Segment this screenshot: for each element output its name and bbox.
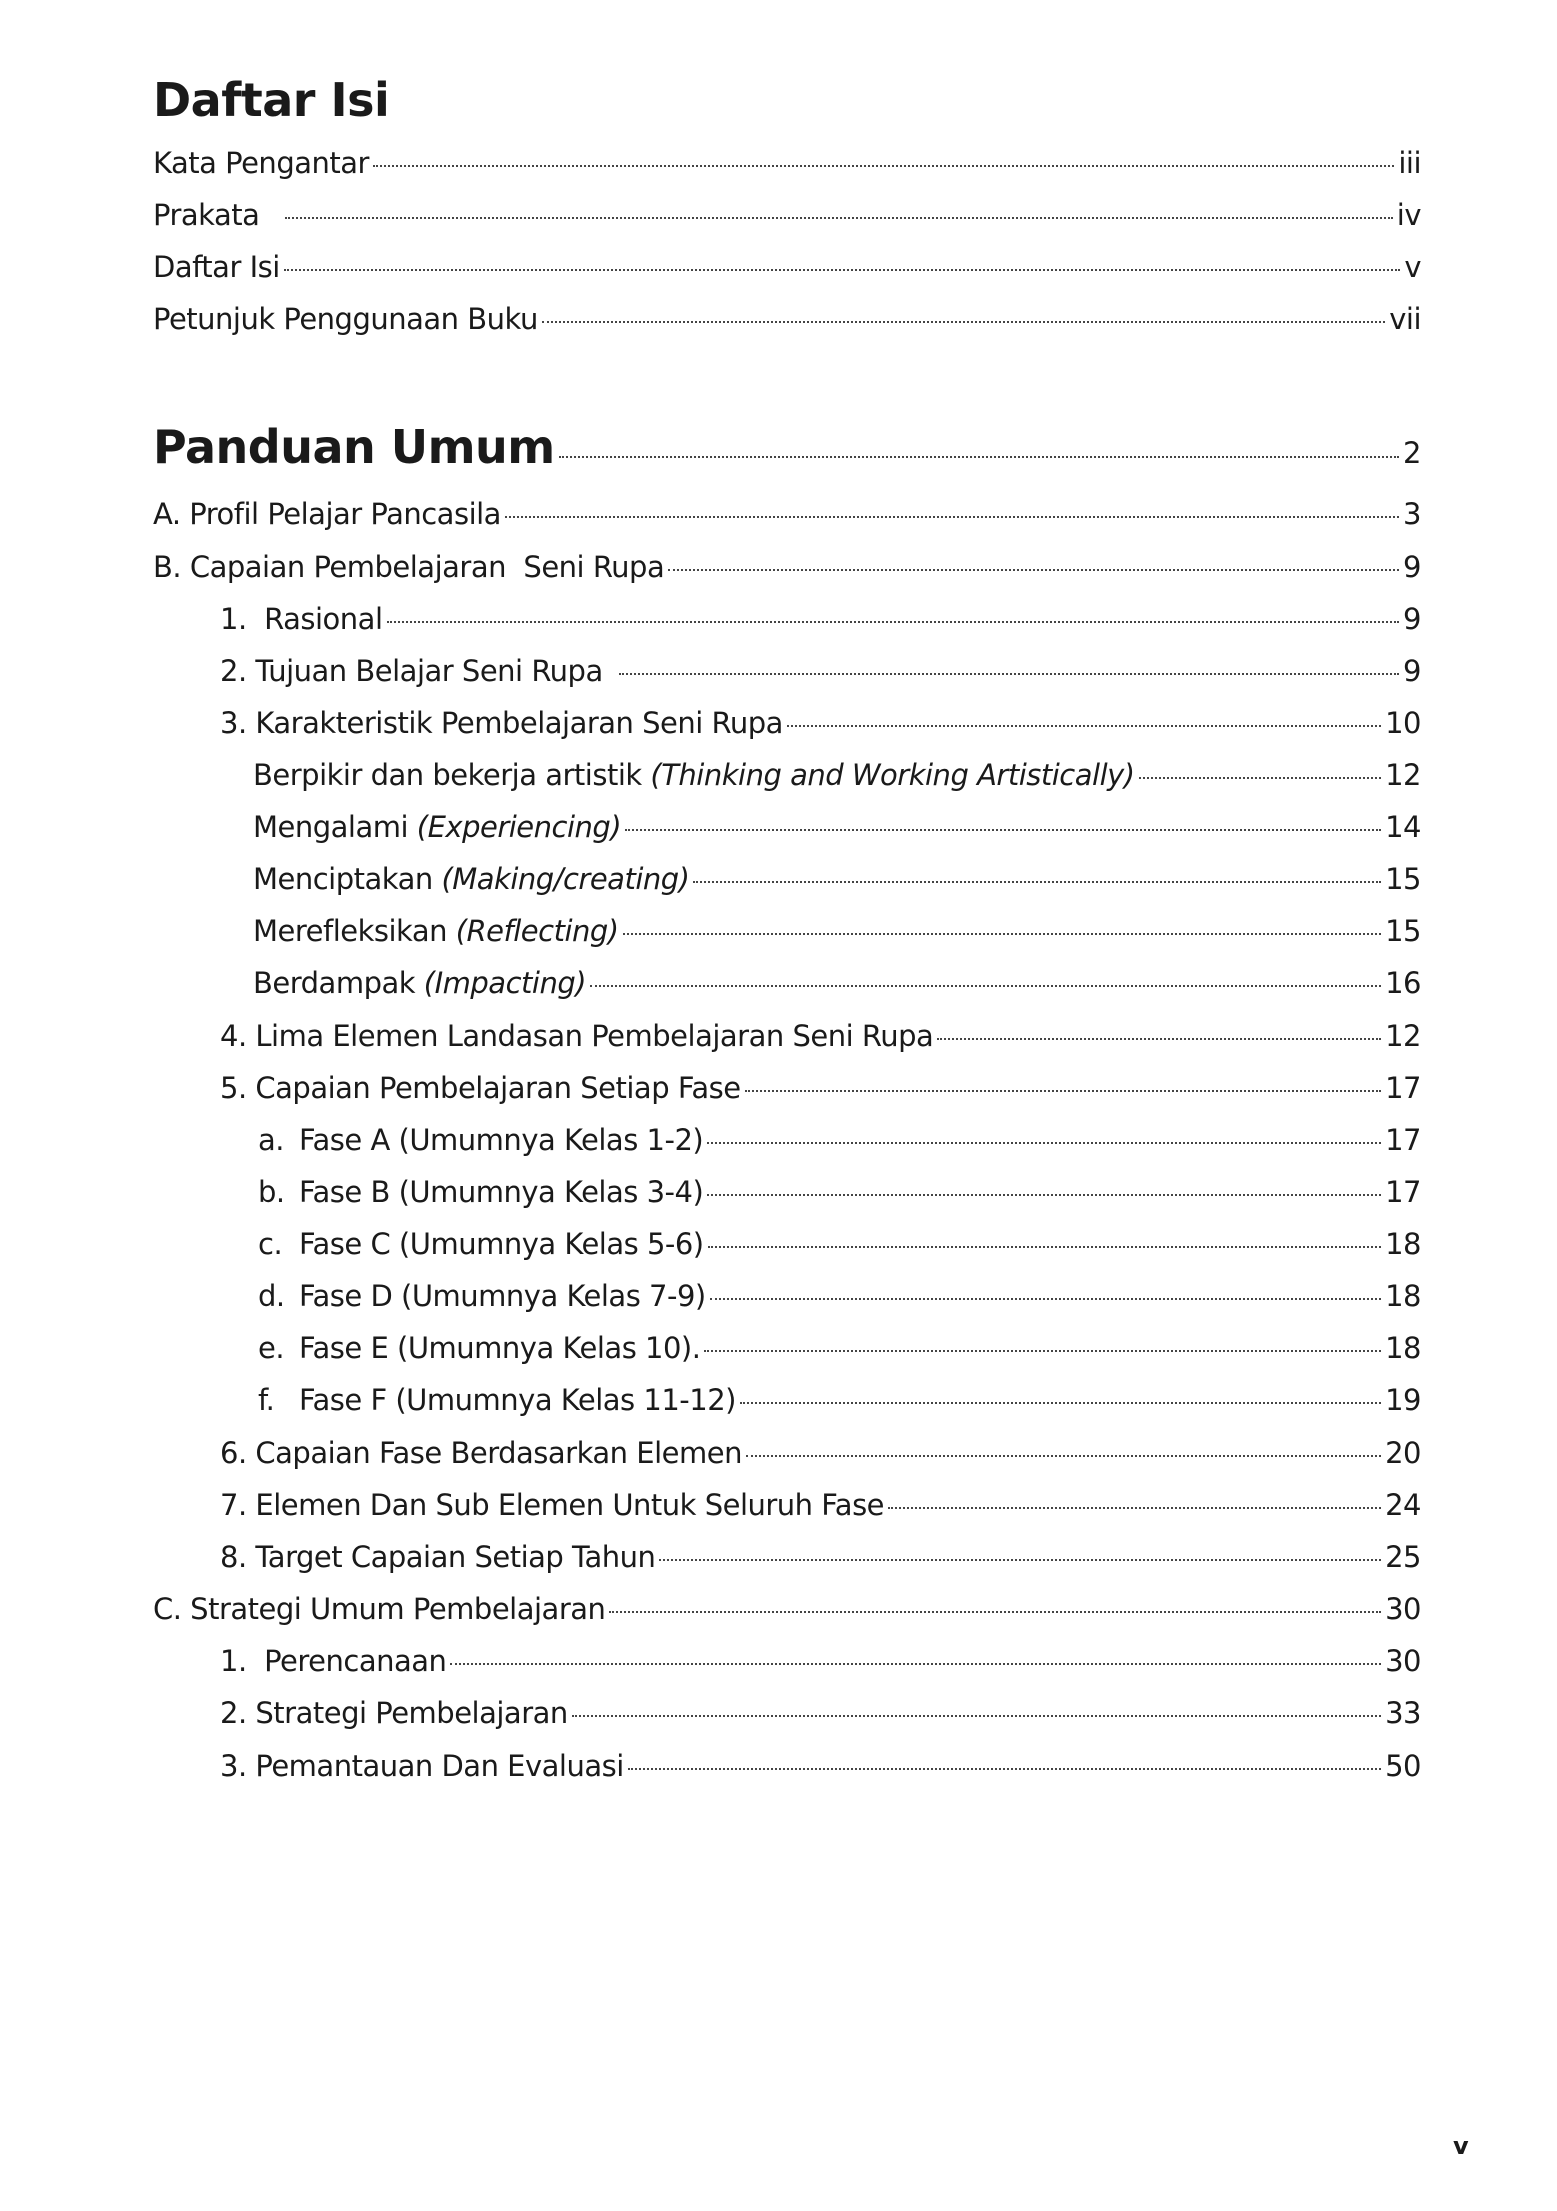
toc-dot-leader bbox=[937, 1038, 1381, 1040]
toc-entry-page: 2 bbox=[1403, 436, 1421, 470]
toc-dot-leader bbox=[628, 1768, 1381, 1770]
toc-entry-page: 12 bbox=[1385, 758, 1421, 792]
list-marker: f. bbox=[258, 1383, 275, 1417]
toc-entry-page: 25 bbox=[1385, 1540, 1421, 1574]
toc-entry-title bbox=[258, 1279, 706, 1313]
toc-entry-title bbox=[258, 1123, 703, 1157]
toc-entry-title-id: Berpikir dan bekerja artistik bbox=[253, 758, 651, 792]
toc-entry bbox=[253, 966, 1421, 1000]
list-marker: e. bbox=[258, 1331, 285, 1365]
toc-entry-page: 20 bbox=[1385, 1436, 1421, 1470]
toc-entry-title: 8. Target Capaian Setiap Tahun bbox=[220, 1540, 656, 1574]
toc-entry-title: Daftar Isi bbox=[153, 250, 280, 284]
toc-entry-page: 9 bbox=[1403, 654, 1421, 688]
toc-entry-page: 15 bbox=[1385, 862, 1421, 896]
toc-entry-title: 6. Capaian Fase Berdasarkan Elemen bbox=[220, 1436, 742, 1470]
page-number: v bbox=[1453, 2132, 1469, 2160]
toc-dot-leader bbox=[619, 673, 1399, 675]
toc-entry-title: 5. Capaian Pembelajaran Setiap Fase bbox=[220, 1071, 741, 1105]
toc-entry-title: Kata Pengantar bbox=[153, 146, 369, 180]
toc-dot-leader bbox=[745, 1090, 1382, 1092]
toc-entry-title-id: Merefleksikan bbox=[253, 914, 456, 948]
toc-entry-title: A. Profil Pelajar Pancasila bbox=[153, 497, 501, 531]
toc-dot-leader bbox=[542, 321, 1385, 323]
toc-entry-page: v bbox=[1404, 250, 1421, 284]
toc-heading: Daftar Isi bbox=[153, 73, 390, 127]
toc-entry bbox=[258, 1175, 1421, 1209]
toc-dot-leader bbox=[559, 456, 1399, 458]
toc-entry-page: 14 bbox=[1385, 810, 1421, 844]
toc-entry-title bbox=[258, 1383, 736, 1417]
toc-entry bbox=[153, 198, 1421, 232]
toc-entry bbox=[258, 1227, 1421, 1261]
toc-entry-title-en: (Impacting) bbox=[423, 966, 587, 1000]
toc-entry-page: 16 bbox=[1385, 966, 1421, 1000]
toc-entry bbox=[258, 1279, 1421, 1313]
toc-entry-title bbox=[253, 758, 1135, 792]
toc-entry-page: iii bbox=[1398, 146, 1421, 180]
toc-entry-title-text: Fase A (Umumnya Kelas 1-2) bbox=[299, 1123, 704, 1157]
toc-dot-leader bbox=[708, 1246, 1381, 1248]
toc-entry-page: 18 bbox=[1385, 1279, 1421, 1313]
toc-entry-title: 1. Perencanaan bbox=[220, 1644, 447, 1678]
list-marker: d. bbox=[258, 1279, 285, 1313]
toc-entry bbox=[258, 1123, 1421, 1157]
toc-entry-page: 10 bbox=[1385, 706, 1421, 740]
toc-dot-leader bbox=[707, 1142, 1381, 1144]
toc-entry bbox=[153, 497, 1421, 531]
toc-entry-title: C. Strategi Umum Pembelajaran bbox=[153, 1592, 606, 1626]
toc-dot-leader bbox=[787, 725, 1381, 727]
toc-entry-title: 7. Elemen Dan Sub Elemen Untuk Seluruh Fase bbox=[220, 1488, 885, 1522]
toc-dot-leader bbox=[572, 1715, 1381, 1717]
toc-entry-page: 30 bbox=[1385, 1644, 1421, 1678]
toc-entry-title: 2. Tujuan Belajar Seni Rupa bbox=[220, 654, 603, 688]
toc-dot-leader bbox=[659, 1559, 1381, 1561]
toc-entry bbox=[153, 1592, 1421, 1626]
toc-dot-leader bbox=[710, 1298, 1381, 1300]
toc-entry-page: 18 bbox=[1385, 1227, 1421, 1261]
toc-entry-title bbox=[253, 914, 619, 948]
toc-entry bbox=[153, 250, 1421, 284]
toc-dot-leader bbox=[285, 217, 1392, 219]
toc-entry bbox=[220, 1540, 1421, 1574]
toc-entry-page: 30 bbox=[1385, 1592, 1421, 1626]
toc-entry bbox=[253, 862, 1421, 896]
toc-entry-title-id: Menciptakan bbox=[253, 862, 442, 896]
toc-dot-leader bbox=[623, 933, 1381, 935]
toc-entry-title-text: Fase E (Umumnya Kelas 10). bbox=[299, 1331, 701, 1365]
section-title: Panduan Umum bbox=[153, 420, 555, 474]
toc-dot-leader bbox=[704, 1350, 1381, 1352]
toc-dot-leader bbox=[609, 1611, 1381, 1613]
toc-entry bbox=[220, 1488, 1421, 1522]
toc-entry-title: 3. Karakteristik Pembelajaran Seni Rupa bbox=[220, 706, 783, 740]
toc-dot-leader bbox=[505, 516, 1399, 518]
toc-entry-title-text: Fase F (Umumnya Kelas 11-12) bbox=[299, 1383, 736, 1417]
toc-entry-title-text: Fase C (Umumnya Kelas 5-6) bbox=[299, 1227, 704, 1261]
toc-entry-title bbox=[258, 1175, 703, 1209]
toc-entry bbox=[253, 810, 1421, 844]
toc-dot-leader bbox=[668, 569, 1399, 571]
toc-entry bbox=[220, 1436, 1421, 1470]
toc-entry-page: 33 bbox=[1385, 1696, 1421, 1730]
toc-entry-page: 19 bbox=[1385, 1383, 1421, 1417]
toc-entry bbox=[220, 602, 1421, 636]
toc-entry-title-id: Berdampak bbox=[253, 966, 424, 1000]
toc-entry bbox=[153, 550, 1421, 584]
toc-entry bbox=[220, 1749, 1421, 1783]
toc-entry bbox=[153, 146, 1421, 180]
toc-entry bbox=[220, 706, 1421, 740]
toc-entry-page: 50 bbox=[1385, 1749, 1421, 1783]
toc-entry bbox=[220, 1644, 1421, 1678]
toc-entry bbox=[258, 1331, 1421, 1365]
toc-entry bbox=[253, 758, 1421, 792]
toc-dot-leader bbox=[625, 829, 1381, 831]
toc-entry bbox=[253, 914, 1421, 948]
toc-entry-title: B. Capaian Pembelajaran Seni Rupa bbox=[153, 550, 665, 584]
toc-entry-title: 3. Pemantauan Dan Evaluasi bbox=[220, 1749, 624, 1783]
toc-dot-leader bbox=[888, 1507, 1381, 1509]
toc-entry-page: 18 bbox=[1385, 1331, 1421, 1365]
toc-entry-title-text: Fase B (Umumnya Kelas 3-4) bbox=[299, 1175, 704, 1209]
toc-section-heading bbox=[153, 420, 1421, 474]
toc-entry-page: vii bbox=[1389, 302, 1421, 336]
toc-entry-title-en: (Experiencing) bbox=[416, 810, 622, 844]
toc-dot-leader bbox=[387, 621, 1400, 623]
list-marker: a. bbox=[258, 1123, 284, 1157]
toc-entry-title-en: (Reflecting) bbox=[455, 914, 619, 948]
toc-dot-leader bbox=[740, 1402, 1381, 1404]
toc-entry bbox=[220, 1019, 1421, 1053]
toc-entry-page: 17 bbox=[1385, 1071, 1421, 1105]
toc-dot-leader bbox=[693, 881, 1381, 883]
toc-dot-leader bbox=[373, 165, 1394, 167]
toc-entry-title: Petunjuk Penggunaan Buku bbox=[153, 302, 538, 336]
toc-entry-page: 17 bbox=[1385, 1123, 1421, 1157]
toc-entry-page: 24 bbox=[1385, 1488, 1421, 1522]
toc-entry-title bbox=[253, 862, 689, 896]
toc-dot-leader bbox=[590, 985, 1381, 987]
toc-entry bbox=[220, 1071, 1421, 1105]
toc-entry bbox=[153, 302, 1421, 336]
toc-entry-title-en: (Making/creating) bbox=[441, 862, 690, 896]
toc-dot-leader bbox=[746, 1455, 1381, 1457]
toc-dot-leader bbox=[707, 1194, 1381, 1196]
toc-entry-title bbox=[253, 966, 586, 1000]
toc-entry-title-en: (Thinking and Working Artistically) bbox=[650, 758, 1135, 792]
toc-entry-page: iv bbox=[1396, 198, 1421, 232]
toc-entry bbox=[220, 1696, 1421, 1730]
toc-entry-title-id: Mengalami bbox=[253, 810, 417, 844]
toc-entry-page: 15 bbox=[1385, 914, 1421, 948]
toc-entry-title: Prakata bbox=[153, 198, 260, 232]
toc-entry bbox=[258, 1383, 1421, 1417]
toc-entry-page: 3 bbox=[1403, 497, 1421, 531]
toc-entry-title bbox=[258, 1331, 700, 1365]
toc-entry-page: 12 bbox=[1385, 1019, 1421, 1053]
toc-entry-title bbox=[253, 810, 621, 844]
toc-entry-page: 17 bbox=[1385, 1175, 1421, 1209]
toc-entry-title: 2. Strategi Pembelajaran bbox=[220, 1696, 568, 1730]
toc-entry-page: 9 bbox=[1403, 550, 1421, 584]
toc-entry bbox=[220, 654, 1421, 688]
toc-dot-leader bbox=[284, 269, 1401, 271]
toc-dot-leader bbox=[1139, 777, 1381, 779]
list-marker: b. bbox=[258, 1175, 285, 1209]
list-marker: c. bbox=[258, 1227, 283, 1261]
toc-entry-title-text: Fase D (Umumnya Kelas 7-9) bbox=[299, 1279, 706, 1313]
toc-entry-page: 9 bbox=[1403, 602, 1421, 636]
toc-entry-title: 1. Rasional bbox=[220, 602, 383, 636]
toc-dot-leader bbox=[450, 1663, 1381, 1665]
toc-entry-title: 4. Lima Elemen Landasan Pembelajaran Seni Rupa bbox=[220, 1019, 934, 1053]
toc-entry-title bbox=[258, 1227, 704, 1261]
